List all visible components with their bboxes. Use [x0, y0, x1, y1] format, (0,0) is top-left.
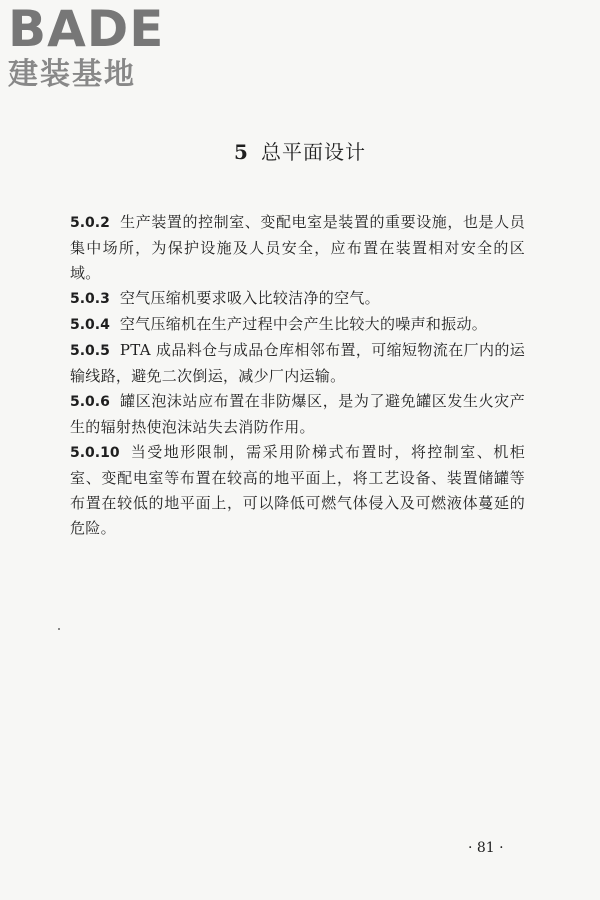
clause-text: 空气压缩机在生产过程中会产生比较大的噪声和振动。 [119, 315, 488, 333]
clause-number: 5.0.6 [70, 394, 110, 410]
clause-text: 罐区泡沫站应布置在非防爆区，是为了避免罐区发生火灾产生的辐射热使泡沫站失去消防作用。 [70, 392, 525, 436]
clause-number: 5.0.3 [70, 291, 110, 307]
clause-5-0-5 [70, 338, 525, 389]
clause-text: PTA 成品料仓与成品仓库相邻布置，可缩短物流在厂内的运输线路，避免二次倒运，减少厂内运输。 [70, 341, 525, 385]
clause-number: 5.0.4 [70, 317, 110, 333]
clause-5-0-6 [70, 389, 525, 440]
logo-subtitle: 建装基地 [8, 57, 136, 92]
logo-mark: BADE [8, 0, 165, 58]
scan-speck [58, 628, 60, 630]
clause-number: 5.0.5 [70, 343, 110, 359]
chapter-title [0, 137, 600, 167]
clause-text: 空气压缩机要求吸入比较洁净的空气。 [119, 289, 380, 307]
chapter-title-text: 总平面设计 [260, 140, 366, 164]
clause-5-0-3 [70, 286, 525, 312]
clause-5-0-2 [70, 210, 525, 286]
clause-text: 当受地形限制，需采用阶梯式布置时，将控制室、机柜室、变配电室等布置在较高的地平面上，将工艺设备、装置储罐等布置在较低的地平面上，可以降低可燃气体侵入及可燃液体蔓延的危险。 [70, 443, 525, 537]
publisher-logo [8, 0, 178, 92]
chapter-number: 5 [234, 140, 249, 164]
clause-list [70, 210, 525, 541]
clause-number: 5.0.2 [70, 215, 110, 231]
clause-5-0-4 [70, 312, 525, 338]
clause-5-0-10 [70, 440, 525, 541]
page-number: · 81 · [468, 840, 504, 856]
clause-text: 生产装置的控制室、变配电室是装置的重要设施，也是人员集中场所，为保护设施及人员安全，应布置在装置相对安全的区域。 [70, 213, 525, 282]
clause-number: 5.0.10 [70, 445, 120, 461]
